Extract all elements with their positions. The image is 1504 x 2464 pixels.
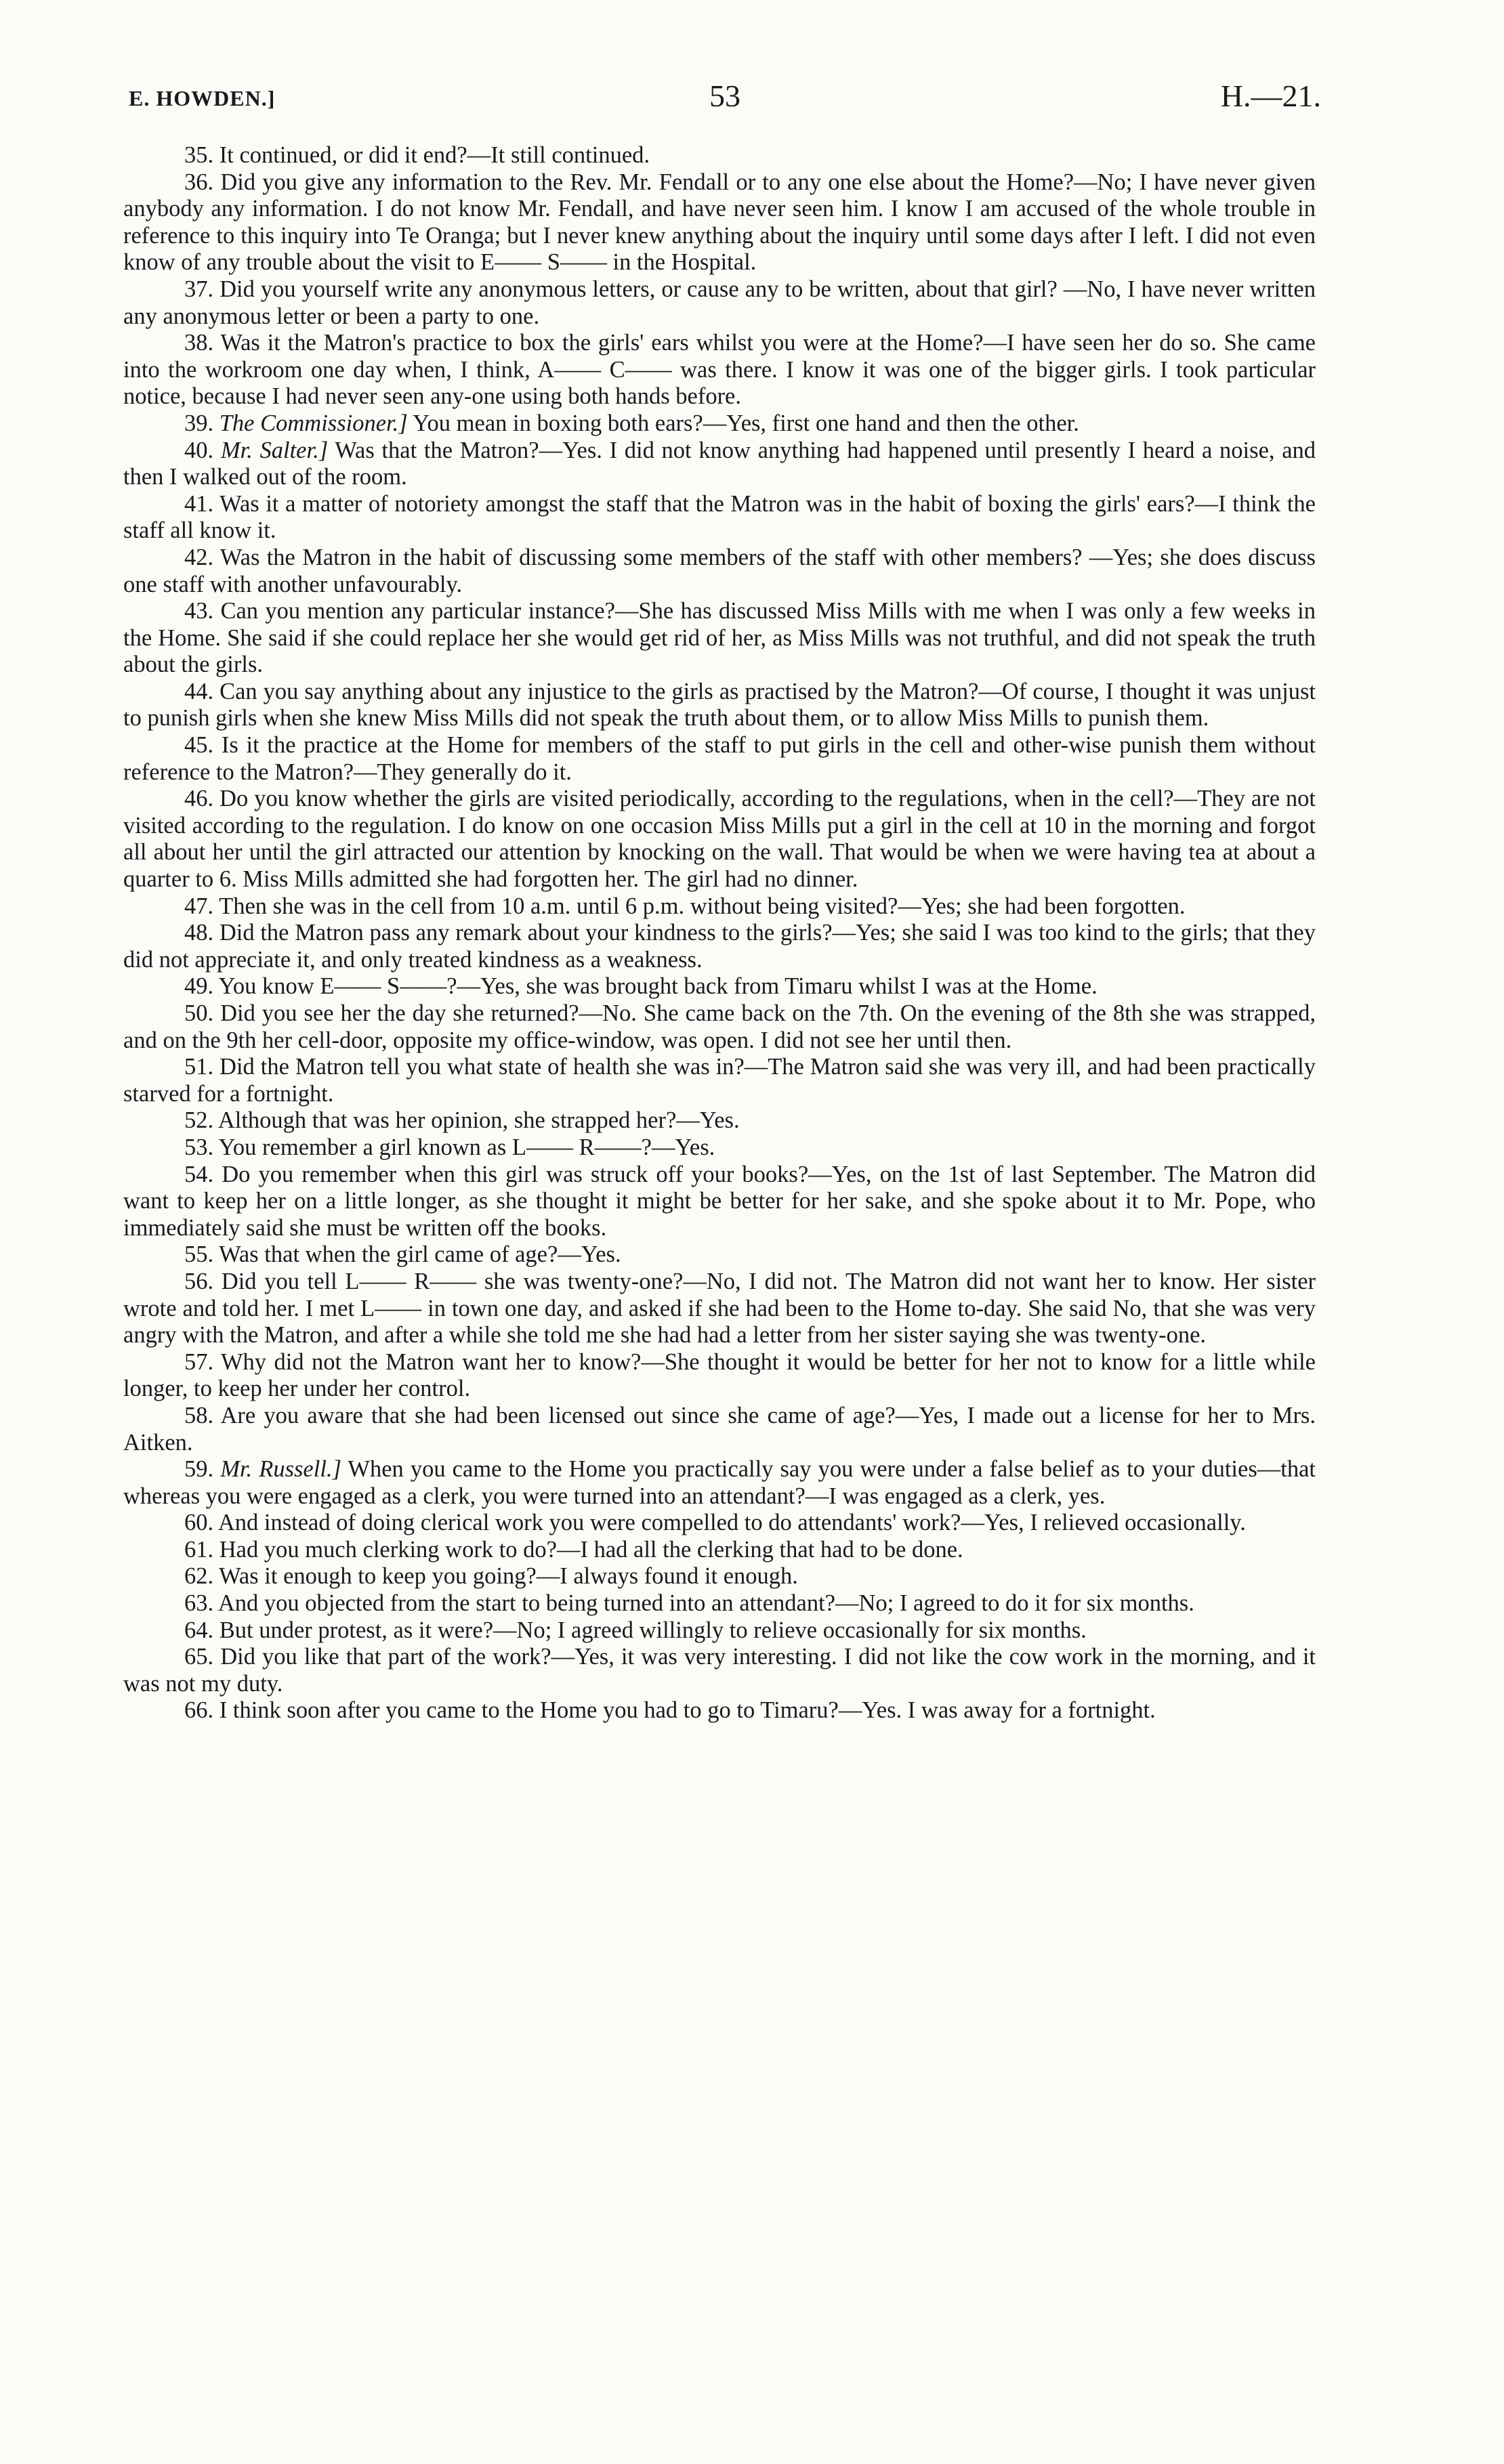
testimony-paragraph: 62. Was it enough to keep you going?—I always found it enough. bbox=[184, 1563, 798, 1590]
paragraph-text: When you came to the Home you practically say you were under a false belief as to your duties—that whereas you were engaged as a clerk, you were turned into an attendant?—I was engaged as a clerk, yes. bbox=[123, 1456, 1316, 1509]
testimony-paragraph: 57. Why did not the Matron want her to know?—She thought it would be better for her not to know for a little while longer, to keep her under her control. bbox=[123, 1348, 1316, 1402]
speaker-label: Mr. Russell.] bbox=[220, 1456, 341, 1483]
speaker-label: Mr. Salter.] bbox=[220, 437, 329, 463]
testimony-paragraph: 49. You know E—— S——?—Yes, she was brought back from Timaru whilst I was at the Home. bbox=[184, 973, 1098, 1000]
testimony-paragraph: 63. And you objected from the start to being turned into an attendant?—No; I agreed to do it for six months. bbox=[184, 1590, 1194, 1617]
testimony-paragraph: 48. Did the Matron pass any remark about your kindness to the girls?—Yes; she said I was too kind to the girls; that they did not appreciate it, and only treated kindness as a weakness. bbox=[123, 920, 1316, 973]
page-header bbox=[129, 78, 1321, 119]
testimony-paragraph: 42. Was the Matron in the habit of discussing some members of the staff with other members? —Yes; she does discuss one staff with another unfavourably. bbox=[123, 544, 1316, 597]
testimony-paragraph: 58. Are you aware that she had been licensed out since she came of age?—Yes, I made out a license for her to Mrs. Aitken. bbox=[123, 1402, 1316, 1456]
question-number: 59. bbox=[184, 1456, 214, 1483]
testimony-paragraph: 50. Did you see her the day she returned?—No. She came back on the 7th. On the evening of the 8th she was strapped, and on the 9th her cell-door, opposite my office-window, was open. I did not see her until then. bbox=[123, 1000, 1316, 1053]
testimony-paragraph bbox=[123, 1456, 1316, 1510]
testimony-paragraph: 51. Did the Matron tell you what state of health she was in?—The Matron said she was very ill, and had been practically starved for a fortnight. bbox=[123, 1054, 1316, 1107]
testimony-paragraph: 66. I think soon after you came to the Home you had to go to Timaru?—Yes. I was away for a fortnight. bbox=[184, 1697, 1156, 1724]
testimony-paragraph: 65. Did you like that part of the work?—Yes, it was very interesting. I did not like the cow work in the morning, and it was not my duty. bbox=[123, 1644, 1316, 1697]
paper-reference: H.—21. bbox=[1220, 79, 1321, 113]
testimony-paragraph: 60. And instead of doing clerical work you were compelled to do attendants' work?—Yes, I relieved occasionally. bbox=[184, 1510, 1246, 1536]
testimony-paragraph bbox=[123, 438, 1316, 491]
page-number: 53 bbox=[709, 79, 740, 113]
testimony-paragraph: 43. Can you mention any particular instance?—She has discussed Miss Mills with me when I was only a few weeks in the Home. She said if she could replace her she would get rid of her, as Miss Mills was not truthful, and did not speak the truth about the girls. bbox=[123, 598, 1316, 678]
testimony-paragraph: 55. Was that when the girl came of age?—Yes. bbox=[184, 1241, 621, 1268]
question-number: 39. bbox=[184, 410, 214, 436]
testimony-paragraph: 64. But under protest, as it were?—No; I agreed willingly to relieve occasionally for six months. bbox=[184, 1617, 1087, 1643]
testimony-paragraph: 61. Had you much clerking work to do?—I had all the clerking that had to be done. bbox=[184, 1536, 963, 1563]
testimony-paragraph: 52. Although that was her opinion, she strapped her?—Yes. bbox=[184, 1107, 740, 1134]
speaker-label: The Commissioner.] bbox=[219, 410, 408, 436]
question-number: 40. bbox=[184, 437, 214, 463]
testimony-paragraph: 53. You remember a girl known as L—— R——?—Yes. bbox=[184, 1134, 715, 1160]
paragraph-text: Was that the Matron?—Yes. I did not know anything had happened until presently I heard a noise, and then I walked out of the room. bbox=[123, 437, 1316, 490]
testimony-paragraph bbox=[123, 410, 1316, 438]
testimony-paragraph: 36. Did you give any information to the Rev. Mr. Fendall or to any one else about the Home?—No; I have never given anybody any information. I do not know Mr. Fendall, and have never seen him. I know I am accused of the whole trouble in reference to this inquiry into Te Oranga; but I never knew anything about the inquiry until some days after I left. I did not even know of any trouble about the visit to E—— S—— in the Hospital. bbox=[123, 169, 1316, 276]
testimony-paragraph: 47. Then she was in the cell from 10 a.m. until 6 p.m. without being visited?—Yes; she had been forgotten. bbox=[184, 893, 1186, 919]
testimony-body bbox=[123, 142, 1316, 1724]
paragraph-text: You mean in boxing both ears?—Yes, first one hand and then the other. bbox=[413, 410, 1079, 436]
testimony-paragraph: 56. Did you tell L—— R—— she was twenty-one?—No, I did not. The Matron did not want her to know. Her sister wrote and told her. I met L—— in town one day, and asked if she had been to the Home to-day. She said No, that she was very angry with the Matron, and after a while she told me she had had a letter from her sister saying she was twenty-one. bbox=[123, 1268, 1316, 1348]
testimony-paragraph: 35. It continued, or did it end?—It still continued. bbox=[184, 142, 650, 168]
testimony-paragraph: 46. Do you know whether the girls are visited periodically, according to the regulations, when in the cell?—They are not visited according to the regulation. I do know on one occasion Miss Mills put a girl in the cell at 10 in the morning and forgot all about her until the girl attracted our attention by knocking on the wall. That would be when we were having tea at about a quarter to 6. Miss Mills admitted she had forgotten her. The girl had no dinner. bbox=[123, 786, 1316, 893]
testimony-paragraph: 41. Was it a matter of notoriety amongst the staff that the Matron was in the habit of boxing the girls' ears?—I think the staff all know it. bbox=[123, 490, 1316, 544]
testimony-paragraph: 44. Can you say anything about any injustice to the girls as practised by the Matron?—Of course, I thought it was unjust to punish girls when she knew Miss Mills did not speak the truth about them, or to allow Miss Mills to punish them. bbox=[123, 678, 1316, 731]
testimony-paragraph: 37. Did you yourself write any anonymous letters, or cause any to be written, about that girl? —No, I have never written any anonymous letter or been a party to one. bbox=[123, 276, 1316, 329]
testimony-paragraph: 45. Is it the practice at the Home for members of the staff to put girls in the cell and other-wise punish them without reference to the Matron?—They generally do it. bbox=[123, 732, 1316, 785]
header-witness-name: E. HOWDEN.] bbox=[129, 86, 276, 110]
testimony-paragraph: 54. Do you remember when this girl was struck off your books?—Yes, on the 1st of last September. The Matron did want to keep her on a little longer, as she thought it might be better for her sake, and she spoke about it to Mr. Pope, who immediately said she must be written off the books. bbox=[123, 1161, 1316, 1241]
testimony-paragraph: 38. Was it the Matron's practice to box the girls' ears whilst you were at the Home?—I have seen her do so. She came into the workroom one day when, I think, A—— C—— was there. I know it was one of the bigger girls. I took particular notice, because I had never seen any-one using both hands before. bbox=[123, 330, 1316, 410]
